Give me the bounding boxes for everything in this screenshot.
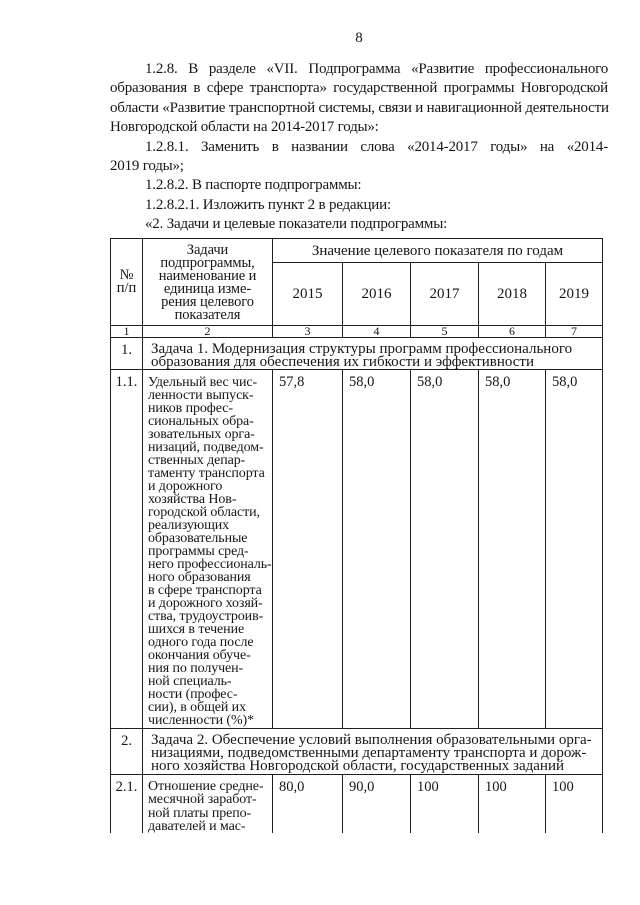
text-line: численности (%)* (148, 713, 254, 728)
text-line: сиональных обра- (148, 414, 254, 429)
row-number: 2.1. (111, 775, 143, 834)
text-line: Задача 2. Обеспечение условий выполнения образовательными орга- (151, 732, 592, 748)
page-number: 8 (355, 30, 363, 46)
text-line: городской области, (148, 505, 260, 520)
table-row (111, 370, 603, 729)
text-line: низациями, подведомственными департаменту транспорта и дорож- (151, 745, 587, 761)
text-line: в сфере транспорта (148, 583, 262, 598)
value-cell: 58,0 (411, 370, 479, 729)
row-number: 1. (111, 338, 143, 370)
column-numbers-row (111, 326, 603, 338)
text-line: ной специаль- (148, 674, 232, 689)
header-text-line: п/п (116, 280, 137, 296)
column-number: 2 (143, 326, 273, 338)
text-line: ства, трудоустроив- (148, 609, 264, 624)
text-line: и дорожного (148, 479, 223, 494)
value-cell: 58,0 (546, 370, 603, 729)
text-line: хозяйства Нов- (148, 492, 237, 507)
text-line: Удельный вес чис- (148, 375, 258, 390)
header-text-line: № (119, 267, 134, 283)
text-line: ленности выпуск- (148, 388, 254, 403)
text-line: низаций, подведом- (148, 440, 264, 455)
row-number: 2. (111, 729, 143, 775)
text-line: ной платы препо- (148, 805, 252, 821)
table-row (111, 729, 603, 775)
column-number: 3 (273, 326, 343, 338)
year-header: 2015 (273, 263, 343, 326)
text-line: таменту транспорта (148, 466, 265, 481)
year-header: 2019 (546, 263, 603, 326)
column-number: 5 (411, 326, 479, 338)
text-line: ния по получен- (148, 661, 244, 676)
task-description (143, 338, 603, 370)
header-row (111, 239, 603, 263)
paragraph-line: образования в сфере транспорта» государственной программы Новгородской (110, 80, 608, 97)
header-task-cell (143, 239, 273, 326)
header-text-line: показателя (174, 307, 241, 323)
value-cell: 100 (479, 775, 546, 834)
value-cell: 58,0 (343, 370, 411, 729)
paragraph-line: 1.2.8.1. Заменить в названии слова «2014-2017 годы» на «2014- (145, 138, 608, 155)
text-line: программы сред- (148, 544, 249, 559)
text-line: реализующих (148, 518, 230, 533)
value-cell: 100 (411, 775, 479, 834)
header-text-line: наименование и (158, 268, 257, 284)
column-number: 4 (343, 326, 411, 338)
text-line: сии), в общей их (148, 700, 246, 715)
task-description (143, 729, 603, 775)
year-header: 2018 (479, 263, 546, 326)
value-cell: 90,0 (343, 775, 411, 834)
value-cell: 100 (546, 775, 603, 834)
text-line: одного года после (148, 635, 254, 650)
paragraph-line: 2019 годы»; (110, 157, 184, 174)
table-row (111, 775, 603, 834)
paragraph-line: «2. Задачи и целевые показатели подпрограммы: (145, 216, 448, 233)
text-line: зовательных орга- (148, 427, 255, 442)
paragraph-line: Новгородской области на 2014-2017 годы»: (110, 119, 379, 136)
year-header: 2016 (343, 263, 411, 326)
paragraph-line: 1.2.8.2. В паспорте подпрограммы: (145, 177, 362, 194)
text-line: ного хозяйства Новгородской области, государственных заданий (151, 758, 564, 774)
column-number: 6 (479, 326, 546, 338)
header-text-line: рения целевого (161, 294, 254, 310)
value-cell: 57,8 (273, 370, 343, 729)
table-row (111, 338, 603, 370)
text-line: него профессиональ- (148, 557, 272, 572)
text-line: образования для обеспечения их гибкости и эффективности (151, 354, 534, 370)
text-line: давателей и мас- (148, 818, 246, 834)
text-line: Задача 1. Модернизация структуры программ профессионального (151, 341, 573, 357)
year-header: 2017 (411, 263, 479, 326)
indicator-description (143, 775, 273, 834)
indicator-description (143, 370, 273, 729)
column-number: 7 (546, 326, 603, 338)
header-text-line: единица изме- (163, 281, 252, 297)
targets-table (110, 238, 603, 833)
header-number-cell (111, 239, 143, 326)
text-line: ного образования (148, 570, 251, 585)
row-number: 1.1. (111, 370, 143, 729)
paragraph-line: области «Развитие транспортной системы, связи и навигационной деятельности (110, 99, 609, 116)
text-line: ственных депар- (148, 453, 246, 468)
text-line: Отношение средне- (148, 779, 264, 794)
text-line: образовательные (148, 531, 248, 546)
text-line: и дорожного хозяй- (148, 596, 263, 611)
text-line: ников профес- (148, 401, 233, 416)
value-cell: 58,0 (479, 370, 546, 729)
value-cell: 80,0 (273, 775, 343, 834)
column-number: 1 (111, 326, 143, 338)
text-line: месячной заработ- (148, 792, 257, 808)
header-values-title: Значение целевого показателя по годам (273, 239, 603, 263)
text-line: окончания обуче- (148, 648, 251, 663)
paragraph-line: 1.2.8. В разделе «VII. Подпрограмма «Развитие профессионального (145, 61, 608, 77)
header-text-line: подпрограммы, (160, 255, 255, 271)
paragraph-line: 1.2.8.2.1. Изложить пункт 2 в редакции: (145, 196, 391, 213)
text-line: ности (профес- (148, 687, 238, 702)
header-text-line: Задачи (186, 242, 229, 258)
text-line: шихся в течение (148, 622, 245, 637)
body-text (110, 60, 608, 235)
